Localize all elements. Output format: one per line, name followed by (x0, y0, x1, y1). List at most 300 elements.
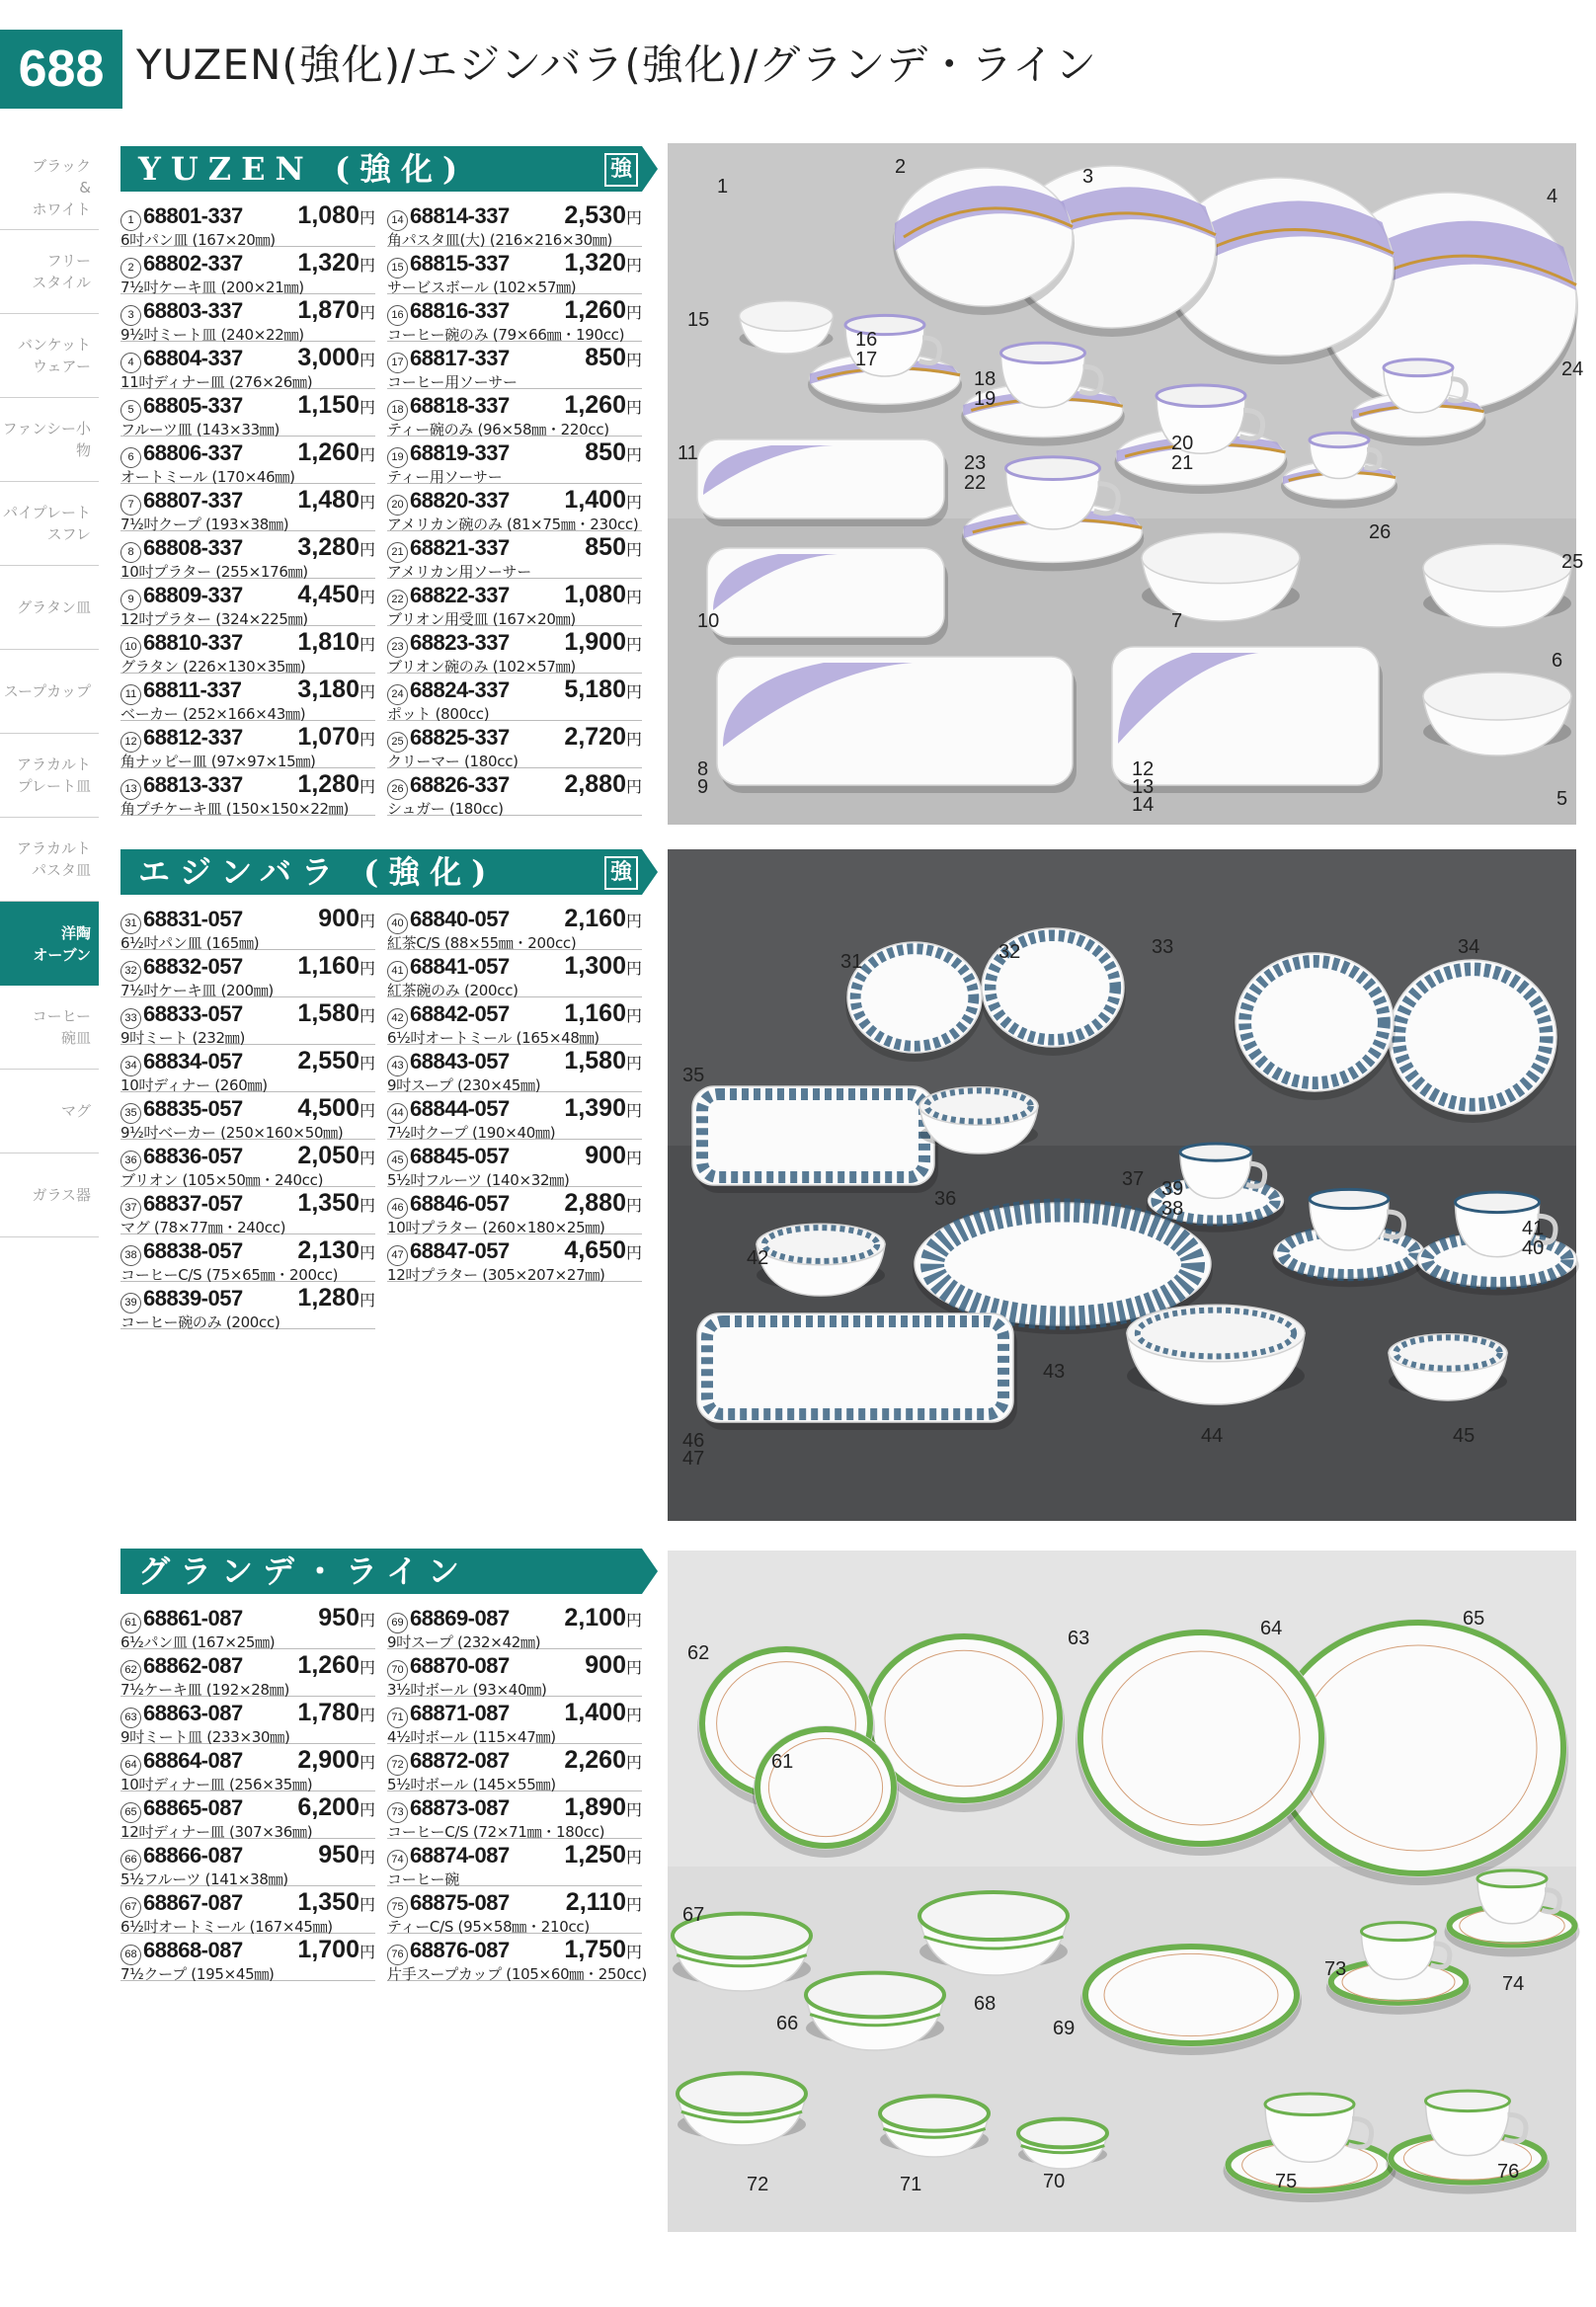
photo-item-number: 63 (1068, 1628, 1090, 1649)
product-line (387, 201, 642, 231)
photo-item-number: 61 (771, 1751, 794, 1773)
item-number: 69 (387, 1613, 408, 1633)
item-number: 46 (387, 1198, 408, 1219)
product-code: 68835-057 (143, 1096, 243, 1121)
item-number: 6 (120, 447, 141, 468)
product-line (387, 1841, 642, 1870)
item-number: 71 (387, 1708, 408, 1728)
platter (697, 1313, 1013, 1422)
product-item (387, 247, 642, 294)
product-price: 3,180円 (297, 676, 375, 703)
product-item (387, 674, 642, 721)
item-number: 34 (120, 1056, 141, 1076)
product-price: 2,880円 (564, 770, 642, 798)
item-number: 3 (120, 305, 141, 326)
platter (717, 657, 1073, 785)
product-description: 6½パン皿 (167×25㎜) (120, 1633, 276, 1651)
product-code: 68861-087 (143, 1606, 243, 1631)
item-number: 5 (120, 400, 141, 421)
item-number: 67 (120, 1897, 141, 1918)
product-item (120, 1140, 375, 1187)
product-code: 68841-057 (410, 954, 510, 979)
currency-yen: 円 (625, 914, 642, 930)
product-price: 4,450円 (297, 581, 375, 608)
item-column (387, 903, 642, 1329)
product-line (120, 391, 375, 421)
product-code: 68806-337 (143, 440, 243, 465)
product-code: 68843-057 (410, 1049, 510, 1074)
sidebar-item[interactable]: パイプレート スフレ (0, 482, 99, 566)
product-description: ブリオン用受皿 (167×20㎜) (387, 610, 576, 628)
photo-item-number: 73 (1324, 1958, 1347, 1980)
product-line (387, 1189, 642, 1219)
product-item (387, 1697, 642, 1744)
product-price: 1,250円 (564, 1841, 642, 1869)
product-line (387, 1094, 642, 1124)
product-line (387, 1793, 642, 1823)
item-number: 22 (387, 590, 408, 610)
product-code: 68814-337 (410, 203, 510, 228)
product-code: 68820-337 (410, 488, 510, 513)
product-item (387, 903, 642, 950)
product-price: 1,260円 (564, 296, 642, 324)
product-price: 1,280円 (297, 1284, 375, 1312)
product-description: 4½吋ボール (115×47㎜) (387, 1728, 556, 1746)
currency-yen: 円 (625, 590, 642, 606)
product-code: 68810-337 (143, 630, 243, 655)
product-line (387, 1236, 642, 1266)
photo-item-number: 3 (1082, 166, 1094, 188)
product-line (120, 296, 375, 326)
product-description: 9½吋ミート皿 (240×22㎜) (120, 326, 304, 344)
currency-yen: 円 (625, 961, 642, 978)
item-number: 65 (120, 1802, 141, 1823)
photo-item-number: 41 (1522, 1218, 1545, 1239)
product-code: 68816-337 (410, 298, 510, 323)
photo-item-number: 75 (1275, 2171, 1298, 2192)
product-line (120, 1047, 375, 1076)
sidebar-item[interactable]: バンケット ウェアー (0, 314, 99, 398)
bowl-rim (919, 1892, 1068, 1940)
photo-item-number: 9 (697, 776, 709, 798)
sidebar-item[interactable]: フリー スタイル (0, 230, 99, 314)
cup-rim (1310, 433, 1369, 446)
photo-item-number: 69 (1053, 2018, 1076, 2039)
product-code: 68808-337 (143, 535, 243, 560)
sidebar-item[interactable]: マグ (0, 1070, 99, 1154)
product-item (120, 768, 375, 816)
product-line (387, 581, 642, 610)
photo-item-number: 38 (1161, 1198, 1184, 1220)
product-description: 9吋スープ (232×42㎜) (387, 1633, 541, 1651)
product-price: 1,750円 (564, 1936, 642, 1963)
product-description: ブリオン碗のみ (102×57㎜) (387, 658, 576, 676)
sidebar-item[interactable]: コーヒー 碗皿 (0, 986, 99, 1070)
bowl-rim (1127, 1305, 1305, 1362)
product-item (387, 1649, 642, 1697)
product-line (120, 1888, 375, 1918)
item-number: 8 (120, 542, 141, 563)
product-item (387, 484, 642, 531)
product-price: 2,050円 (297, 1142, 375, 1169)
product-line (120, 533, 375, 563)
currency-yen: 円 (359, 637, 375, 654)
product-price: 1,260円 (564, 391, 642, 419)
photo-item-number: 16 (855, 329, 878, 351)
item-column (120, 199, 375, 816)
product-line (120, 1936, 375, 1965)
photo-item-number: 23 (964, 452, 987, 474)
item-number: 10 (120, 637, 141, 658)
product-item (387, 721, 642, 768)
photo-item-number: 10 (697, 610, 720, 632)
product-line (387, 1651, 642, 1681)
item-columns (120, 1602, 647, 1983)
product-description: 10吋ディナー皿 (256×35㎜) (120, 1776, 313, 1793)
photo-item-number: 14 (1132, 794, 1155, 816)
product-item (120, 1649, 375, 1697)
product-code: 68867-087 (143, 1890, 243, 1915)
product-item (120, 437, 375, 484)
product-code: 68819-337 (410, 440, 510, 465)
product-price: 1,320円 (564, 249, 642, 277)
platter (697, 439, 944, 518)
currency-yen: 円 (625, 258, 642, 275)
product-description: 角ナッピー皿 (97×97×15㎜) (120, 753, 316, 770)
product-line (120, 1236, 375, 1266)
product-description: アメリカン碗のみ (81×75㎜・230cc) (387, 516, 639, 533)
product-price: 850円 (585, 438, 642, 466)
cup-rim (1477, 1870, 1547, 1887)
item-number: 16 (387, 305, 408, 326)
sidebar-item[interactable]: アラカルト パスタ皿 (0, 818, 99, 902)
product-item (120, 1045, 375, 1092)
currency-yen: 円 (359, 1613, 375, 1630)
product-line (120, 1189, 375, 1219)
product-price: 1,780円 (297, 1699, 375, 1726)
product-line (120, 1142, 375, 1171)
currency-yen: 円 (359, 353, 375, 369)
section-title (120, 146, 642, 192)
product-item (120, 1744, 375, 1791)
product-line (387, 1604, 642, 1633)
currency-yen: 円 (359, 495, 375, 512)
product-line (387, 438, 642, 468)
product-price: 1,580円 (297, 999, 375, 1027)
product-price: 850円 (585, 344, 642, 371)
product-description: コーヒー碗のみ (200cc) (120, 1313, 280, 1331)
item-number: 39 (120, 1293, 141, 1313)
product-description: 6½吋パン皿 (165㎜) (120, 934, 260, 952)
product-item (120, 1934, 375, 1981)
product-code: 68869-087 (410, 1606, 510, 1631)
photo-item-number: 17 (855, 349, 878, 370)
product-line (387, 1047, 642, 1076)
item-number: 32 (120, 961, 141, 982)
product-code: 68875-087 (410, 1890, 510, 1915)
product-description: 10吋プラター (260×180×25㎜) (387, 1219, 605, 1236)
bowl-rim (678, 2073, 806, 2114)
product-code: 68812-337 (143, 725, 243, 750)
sidebar-item[interactable]: グラタン皿 (0, 566, 99, 650)
sidebar-item[interactable]: ブラック & ホワイト (0, 146, 99, 230)
item-number: 31 (120, 914, 141, 934)
product-code: 68847-057 (410, 1238, 510, 1263)
product-description: サービスボール (102×57㎜) (387, 278, 577, 296)
item-number: 75 (387, 1897, 408, 1918)
product-line (387, 999, 642, 1029)
currency-yen: 円 (359, 1198, 375, 1215)
photo-item-number: 25 (1561, 551, 1584, 573)
product-item (387, 1602, 642, 1649)
product-description: 角パスタ皿(大) (216×216×30㎜) (387, 231, 613, 249)
product-item (120, 1839, 375, 1886)
product-code: 68815-337 (410, 251, 510, 276)
item-column (387, 1602, 647, 1983)
photo-item-number: 2 (895, 156, 907, 178)
product-code: 68813-337 (143, 772, 243, 797)
product-item (120, 950, 375, 997)
photo-item-number: 24 (1561, 358, 1584, 380)
product-description: 5½吋フルーツ (140×32㎜) (387, 1171, 570, 1189)
product-description: 7½吋クープ (193×38㎜) (120, 516, 289, 533)
currency-yen: 円 (359, 1245, 375, 1262)
item-number: 26 (387, 779, 408, 800)
product-item (120, 247, 375, 294)
item-number: 14 (387, 210, 408, 231)
item-number: 47 (387, 1245, 408, 1266)
product-description: 12吋プラター (324×225㎜) (120, 610, 308, 628)
product-line (387, 391, 642, 421)
product-price: 1,070円 (297, 723, 375, 751)
product-description: シュガー (180cc) (387, 800, 504, 818)
item-number: 2 (120, 258, 141, 278)
product-description: グラタン (226×130×35㎜) (120, 658, 306, 676)
section-title-text: YUZEN (強化) (138, 150, 468, 188)
currency-yen: 円 (625, 1755, 642, 1772)
product-item (387, 768, 642, 816)
photo-item-number: 31 (840, 951, 863, 973)
product-description: アメリカン用ソーサー (387, 563, 531, 581)
currency-yen: 円 (359, 732, 375, 749)
product-line (120, 1651, 375, 1681)
product-code: 68868-087 (143, 1938, 243, 1962)
section-title-text: グランデ・ライン (138, 1552, 470, 1590)
photo-item-number: 33 (1152, 936, 1174, 958)
photo-item-number: 39 (1161, 1178, 1184, 1200)
product-price: 2,260円 (564, 1746, 642, 1774)
product-line (120, 1604, 375, 1633)
sidebar-item[interactable]: 洋陶 オーブン (0, 902, 99, 986)
currency-yen: 円 (625, 1245, 642, 1262)
sidebar-item[interactable]: アラカルト プレート皿 (0, 734, 99, 818)
product-price: 1,300円 (564, 952, 642, 980)
item-number: 70 (387, 1660, 408, 1681)
product-description: 9吋ミート皿 (233×30㎜) (120, 1728, 290, 1746)
product-line (120, 344, 375, 373)
product-code: 68873-087 (410, 1795, 510, 1820)
section-title (120, 849, 642, 895)
product-code: 68836-057 (143, 1144, 243, 1168)
currency-yen: 円 (625, 1613, 642, 1630)
product-code: 68823-337 (410, 630, 510, 655)
currency-yen: 円 (359, 1008, 375, 1025)
product-price: 2,720円 (564, 723, 642, 751)
product-line (387, 676, 642, 705)
photo-item-number: 22 (964, 472, 987, 494)
item-number: 18 (387, 400, 408, 421)
product-item (120, 674, 375, 721)
currency-yen: 円 (625, 447, 642, 464)
product-item (387, 294, 642, 342)
product-description: ティー用ソーサー (387, 468, 503, 486)
platter (707, 548, 944, 637)
currency-yen: 円 (625, 637, 642, 654)
product-code: 68845-057 (410, 1144, 510, 1168)
item-number: 62 (120, 1660, 141, 1681)
photo-item-number: 18 (974, 368, 997, 390)
currency-yen: 円 (359, 1293, 375, 1310)
currency-yen: 円 (625, 542, 642, 559)
item-number: 15 (387, 258, 408, 278)
product-description: コーヒーC/S (75×65㎜・200cc) (120, 1266, 339, 1284)
product-line (120, 905, 375, 934)
currency-yen: 円 (625, 495, 642, 512)
product-item (120, 1092, 375, 1140)
product-item (120, 531, 375, 579)
product-description: ティー碗のみ (96×58㎜・220cc) (387, 421, 609, 438)
product-code: 68824-337 (410, 677, 510, 702)
item-number: 76 (387, 1945, 408, 1965)
currency-yen: 円 (625, 1945, 642, 1961)
currency-yen: 円 (359, 542, 375, 559)
item-number: 68 (120, 1945, 141, 1965)
product-item (387, 342, 642, 389)
item-number: 7 (120, 495, 141, 516)
item-number: 20 (387, 495, 408, 516)
product-code: 68839-057 (143, 1286, 243, 1311)
plate (1236, 953, 1394, 1091)
product-description: ティーC/S (95×58㎜・210cc) (387, 1918, 590, 1936)
sidebar-item[interactable]: ガラス器 (0, 1154, 99, 1237)
product-item (120, 1282, 375, 1329)
sidebar-item[interactable]: ファンシー小物 (0, 398, 99, 482)
product-price: 1,080円 (297, 201, 375, 229)
product-code: 68866-087 (143, 1843, 243, 1868)
product-price: 1,260円 (297, 1651, 375, 1679)
product-description: 7½吋クープ (190×40㎜) (387, 1124, 556, 1142)
item-number: 41 (387, 961, 408, 982)
photo-item-number: 1 (717, 176, 729, 198)
photo-item-number: 67 (682, 1904, 705, 1926)
sidebar-item[interactable]: スープカップ (0, 650, 99, 734)
product-price: 1,810円 (297, 628, 375, 656)
product-price: 1,400円 (564, 486, 642, 514)
photo-item-number: 71 (900, 2174, 922, 2195)
item-number: 25 (387, 732, 408, 753)
product-price: 6,200円 (297, 1793, 375, 1821)
photo-item-number: 65 (1463, 1608, 1485, 1630)
product-item (120, 1234, 375, 1282)
bowl-rim (740, 301, 834, 331)
currency-yen: 円 (625, 1708, 642, 1724)
currency-yen: 円 (359, 590, 375, 606)
product-item (120, 389, 375, 437)
product-price: 1,160円 (297, 952, 375, 980)
product-description: 9吋スープ (230×45㎜) (387, 1076, 541, 1094)
item-number: 9 (120, 590, 141, 610)
product-line (120, 628, 375, 658)
currency-yen: 円 (359, 1850, 375, 1867)
photo-item-number: 68 (974, 1993, 997, 2015)
item-number: 61 (120, 1613, 141, 1633)
product-price: 4,500円 (297, 1094, 375, 1122)
currency-yen: 円 (359, 914, 375, 930)
product-item (387, 1187, 642, 1234)
item-number: 19 (387, 447, 408, 468)
photo-item-number: 12 (1132, 758, 1155, 780)
product-price: 900円 (585, 1142, 642, 1169)
product-price: 1,160円 (564, 999, 642, 1027)
currency-yen: 円 (359, 1151, 375, 1167)
currency-yen: 円 (625, 1151, 642, 1167)
product-price: 850円 (585, 533, 642, 561)
product-code: 68831-057 (143, 907, 243, 931)
product-item (387, 626, 642, 674)
currency-yen: 円 (625, 779, 642, 796)
cup-rim (1384, 359, 1453, 376)
currency-yen: 円 (625, 1660, 642, 1677)
product-line (387, 1142, 642, 1171)
product-description: コーヒーC/S (72×71㎜・180cc) (387, 1823, 605, 1841)
product-code: 68804-337 (143, 346, 243, 370)
product-code: 68871-087 (410, 1701, 510, 1725)
product-line (387, 1699, 642, 1728)
product-code: 68832-057 (143, 954, 243, 979)
product-code: 68874-087 (410, 1843, 510, 1868)
product-item (120, 1791, 375, 1839)
product-price: 2,130円 (297, 1236, 375, 1264)
product-item (387, 199, 642, 247)
photo-item-number: 37 (1122, 1168, 1145, 1190)
photo-item-number: 19 (974, 388, 997, 410)
product-description: 5½フルーツ (141×38㎜) (120, 1870, 288, 1888)
product-line (387, 486, 642, 516)
item-number: 12 (120, 732, 141, 753)
cup-rim (1180, 1144, 1251, 1160)
item-column (387, 199, 642, 816)
tempered-badge: 強 (604, 856, 638, 890)
product-price: 5,180円 (564, 676, 642, 703)
photo-item-number: 20 (1171, 433, 1194, 454)
product-description: ベーカー (252×166×43㎜) (120, 705, 306, 723)
photo-grande-line (668, 1551, 1576, 2232)
product-item (387, 1045, 642, 1092)
currency-yen: 円 (625, 305, 642, 322)
product-description: コーヒー用ソーサー (387, 373, 518, 391)
product-description: 紅茶碗のみ (200cc) (387, 982, 519, 999)
item-number: 1 (120, 210, 141, 231)
photo-item-number: 43 (1043, 1361, 1066, 1383)
product-line (120, 201, 375, 231)
item-column (120, 1602, 375, 1981)
product-code: 68864-087 (143, 1748, 243, 1773)
product-item (120, 626, 375, 674)
cup-rim (1456, 1192, 1540, 1212)
bowl-rim (757, 1224, 885, 1265)
photo-item-number: 8 (697, 758, 709, 780)
product-price: 1,400円 (564, 1699, 642, 1726)
